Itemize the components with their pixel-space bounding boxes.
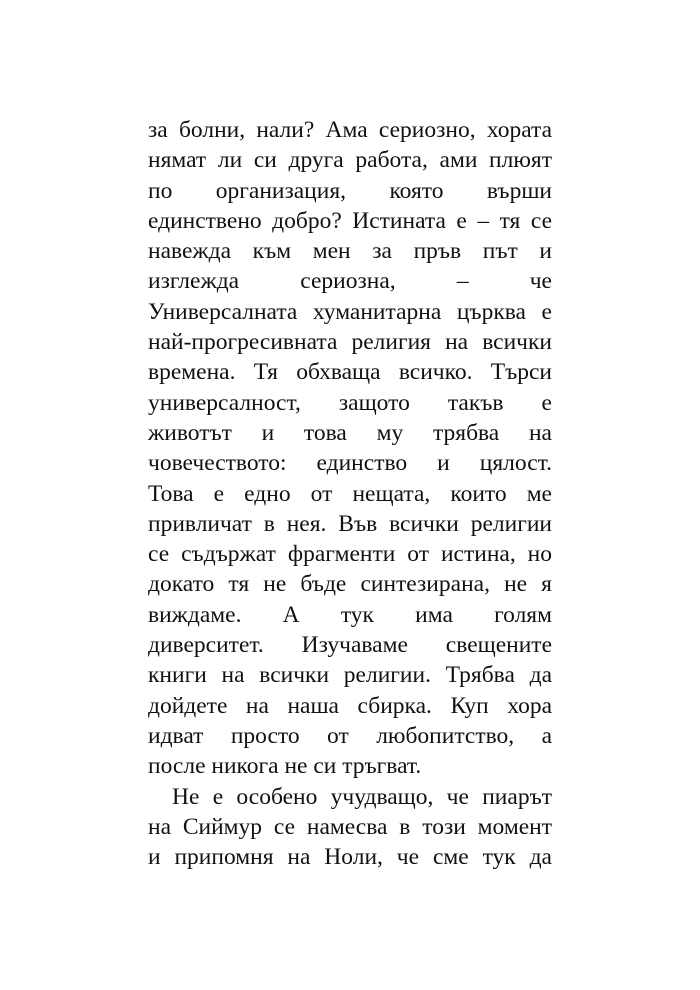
page-text <box>148 115 552 872</box>
text-line: привличат в нея. Във всички религии <box>148 510 552 537</box>
text-line: за болни, нали? Ама сериозно, хората <box>148 117 552 143</box>
text-line: Универсалната хуманитарна църква е <box>148 298 552 325</box>
text-line: виждаме. А тук има голям <box>148 601 552 628</box>
text-line: животът и това му трябва на <box>148 419 552 446</box>
text-line: нямат ли си друга работа, ами плюят <box>148 147 552 174</box>
text-line: книги на всички религии. Трябва да <box>148 662 552 689</box>
text-line: идват просто от любопитство, а <box>148 722 552 749</box>
text-line: диверситет. Изучаваме свещените <box>148 632 552 659</box>
text-line: дойдете на наша сбирка. Куп хора <box>148 692 552 719</box>
text-line: човечеството: единство и цялост. <box>148 450 552 477</box>
text-line: докато тя не бъде синтезирана, не я <box>148 571 552 598</box>
text-line: изглежда сериозна, – че <box>148 268 552 295</box>
text-line: после никога не си тръгват. <box>148 753 422 780</box>
text-line: навежда към мен за пръв път и <box>148 238 552 265</box>
text-line: по организация, която върши <box>148 177 552 204</box>
text-line: се съдържат фрагменти от истина, но <box>148 541 552 568</box>
text-line: единствено добро? Истината е – тя се <box>148 207 552 234</box>
text-line: Това е едно от нещата, които ме <box>148 480 552 507</box>
text-line: времена. Тя обхваща всичко. Търси <box>148 359 552 386</box>
text-line: Не е особено учудващо, че пиарът <box>172 783 552 810</box>
text-line: най-прогресивната религия на всички <box>148 329 552 356</box>
text-line: универсалност, защото такъв е <box>148 389 552 416</box>
text-line: и припомня на Ноли, че сме тук да <box>148 844 552 871</box>
text-line: на Сиймур се намесва в този момент <box>148 813 552 840</box>
